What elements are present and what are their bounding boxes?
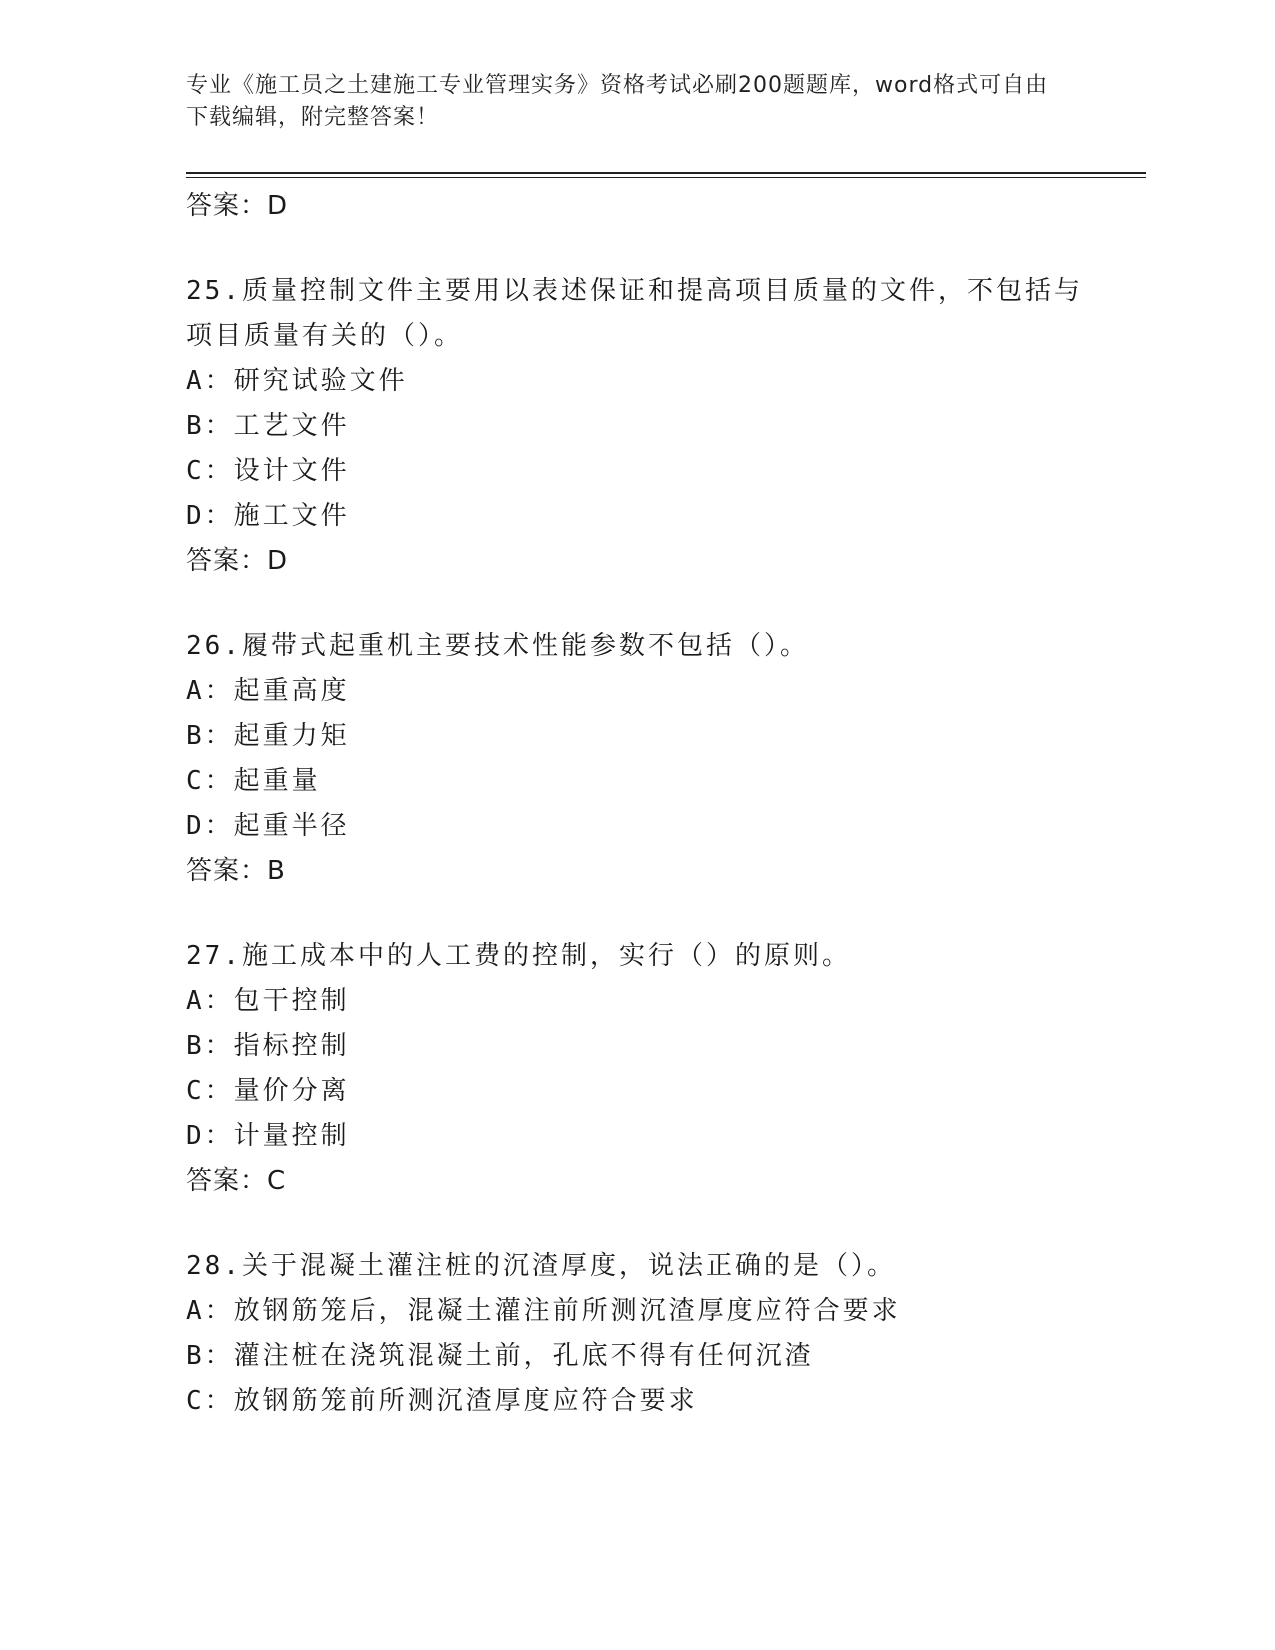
option-b: B：指标控制 [186,1031,350,1061]
header-rule [186,172,1146,174]
option-a: A：包干控制 [186,986,350,1016]
question-stem: 25.质量控制文件主要用以表述保证和提高项目质量的文件，不包括与项目质量有关的（）。 [186,276,1083,351]
answer-line: 答案：B [186,856,286,886]
option-d: D：起重半径 [186,811,350,841]
option-c: C：设计文件 [186,456,350,486]
answer-line: 答案：D [186,191,289,221]
option-a: A：放钢筋笼后，混凝土灌注前所测沉渣厚度应符合要求 [186,1296,901,1326]
question-26 [186,624,1146,894]
option-c: C：放钢筋笼前所测沉渣厚度应符合要求 [186,1386,698,1416]
option-c: C：起重量 [186,766,321,796]
option-b: B：起重力矩 [186,721,350,751]
option-c: C：量价分离 [186,1076,350,1106]
option-a: A：研究试验文件 [186,366,408,396]
option-b: B：灌注桩在浇筑混凝土前，孔底不得有任何沉渣 [186,1341,814,1371]
page-header: 专业《施工员之土建施工专业管理实务》资格考试必刷200题题库，word格式可自由下载编辑，附完整答案！ [186,73,1049,130]
header-rule-thin [186,177,1146,178]
document-page [186,70,1146,1424]
question-stem: 28.关于混凝土灌注桩的沉渣厚度，说法正确的是（）。 [186,1251,896,1281]
question-28 [186,1244,1146,1424]
option-b: B：工艺文件 [186,411,350,441]
option-d: D：计量控制 [186,1121,350,1151]
answer-line: 答案：C [186,1166,287,1196]
option-d: D：施工文件 [186,501,350,531]
question-25 [186,269,1146,584]
option-a: A：起重高度 [186,676,350,706]
answer-line: 答案：D [186,546,289,576]
question-stem: 26.履带式起重机主要技术性能参数不包括（）。 [186,631,809,661]
question-27 [186,934,1146,1204]
question-stem: 27.施工成本中的人工费的控制，实行（）的原则。 [186,941,851,971]
